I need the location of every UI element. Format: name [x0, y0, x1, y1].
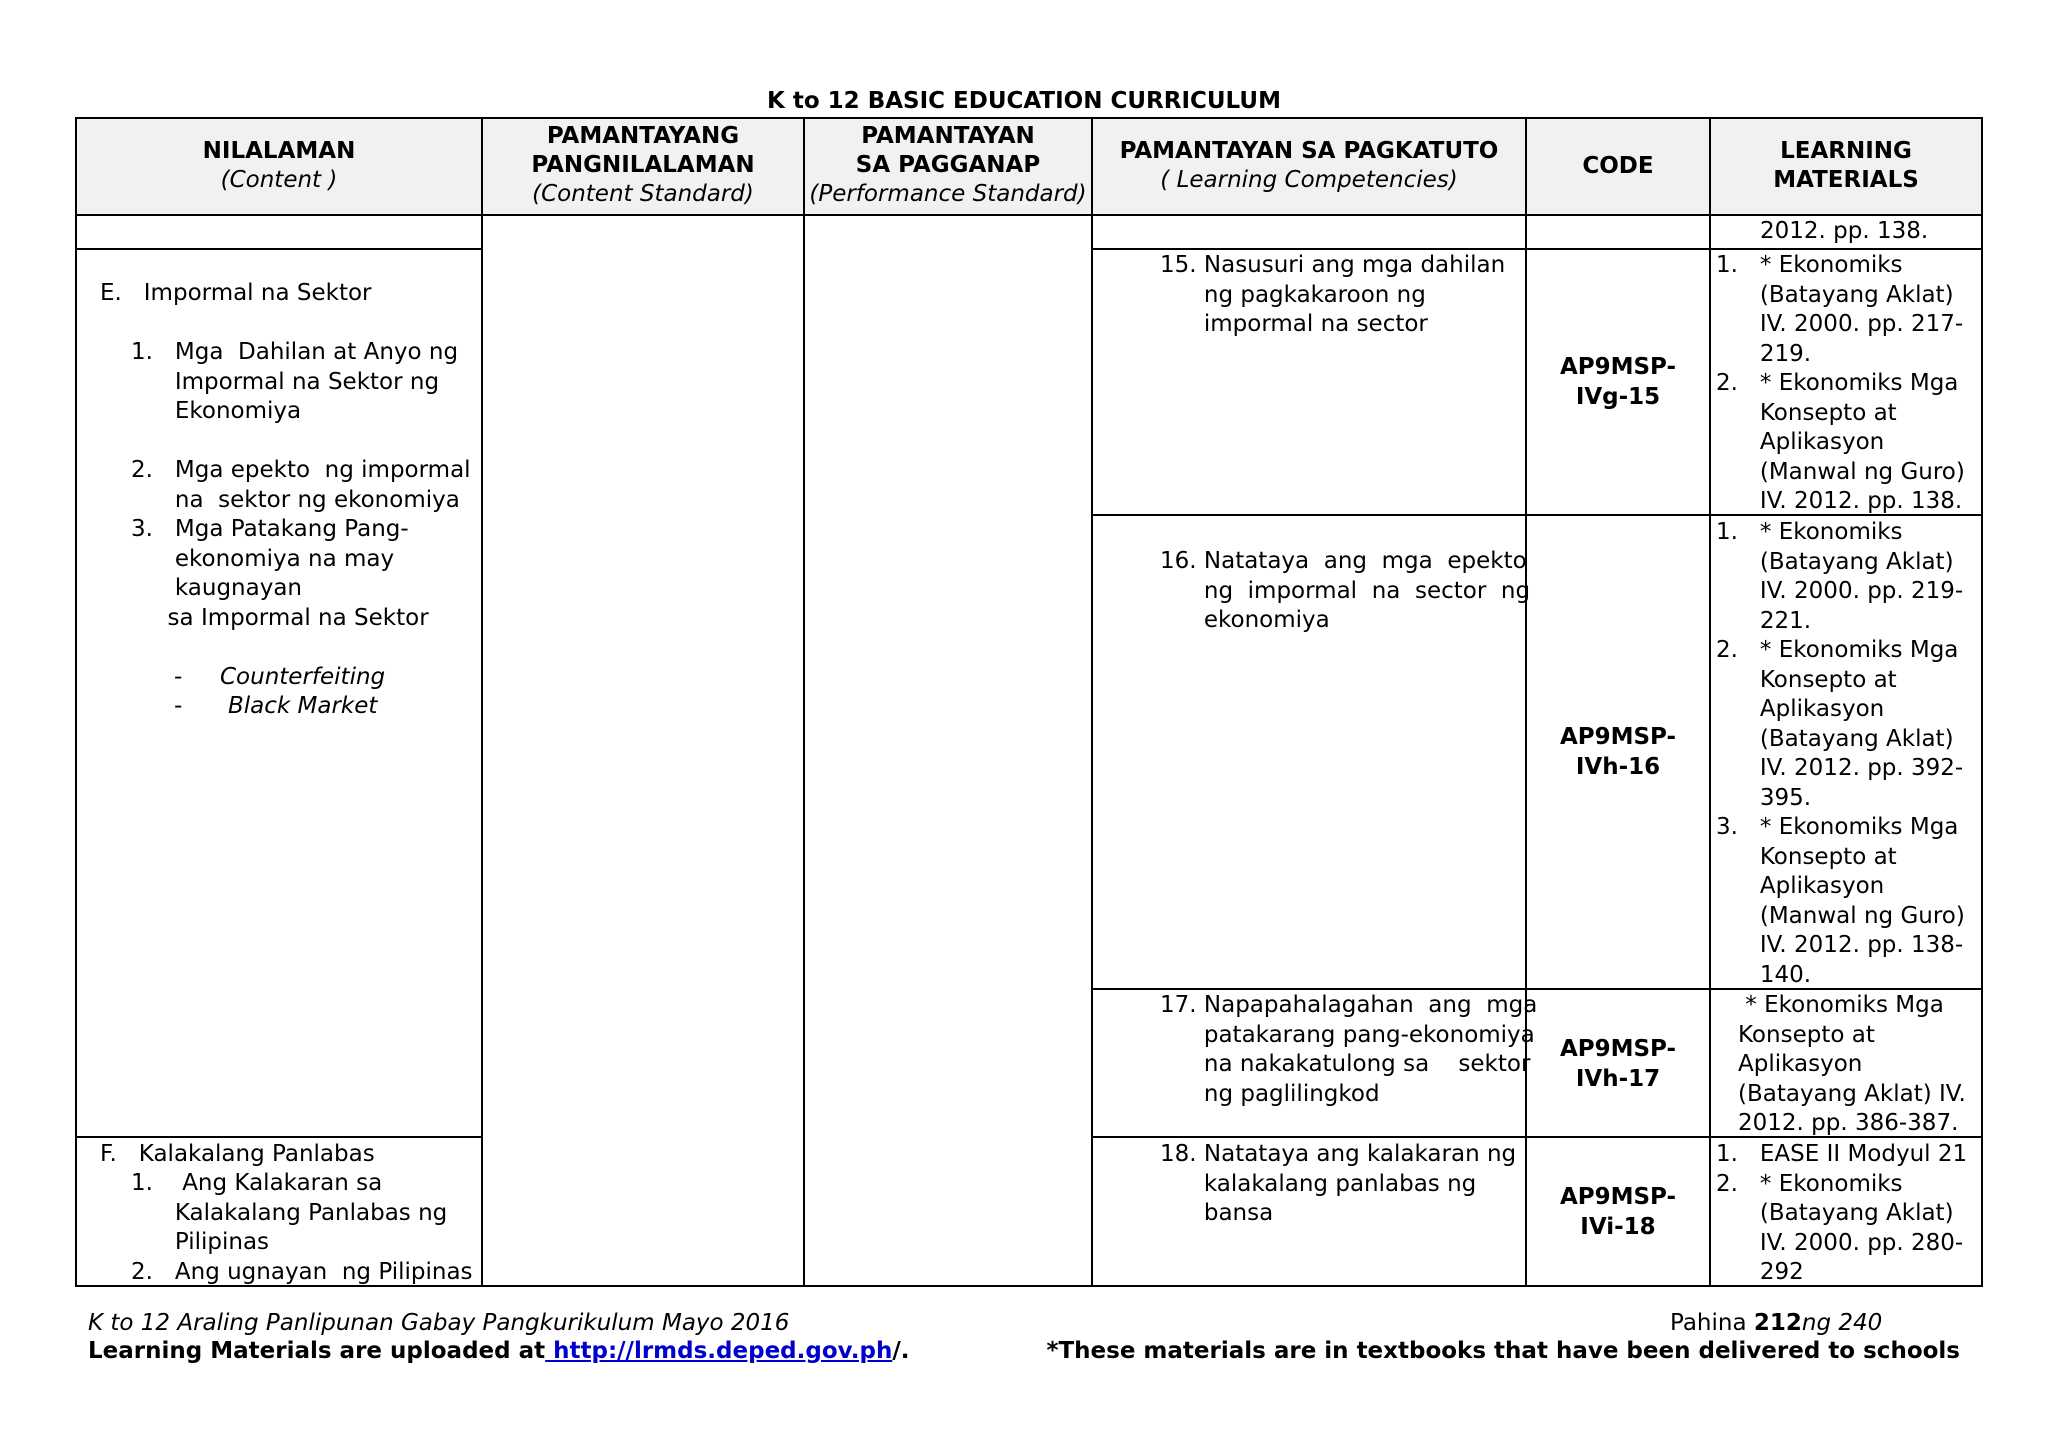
content-e-bullet-counterfeiting: Counterfeiting [220, 664, 386, 690]
content-section-e-heading: E. Impormal na Sektor [100, 280, 372, 306]
materials-18: 1. EASE II Modyul 21 2. * Ekonomiks (Batayang Aklat) IV. 2000. pp. 280- 292 [1716, 1141, 1968, 1285]
content-e-bullet-black-market: Black Market [228, 693, 378, 719]
bullet-dash: - [174, 693, 183, 719]
upload-suffix: /. [892, 1338, 910, 1364]
competency-16: 16. Natataya ang mga epekto ng impormal na sector ng ekonomiya [1160, 548, 1531, 633]
header-performance-line1: PAMANTAYAN [861, 123, 1035, 149]
header-content-sub: (Content ) [220, 167, 338, 193]
header-content-standard-sub: (Content Standard) [532, 181, 754, 207]
page-suffix: ng 240 [1801, 1310, 1883, 1336]
content-e-item-3: 3. Mga Patakang Pang- ekonomiya na may kaugnayan sa Impormal na Sektor [131, 516, 429, 631]
header-content-standard-line2: PANGNILALAMAN [531, 152, 755, 178]
header-materials-line1: LEARNING [1780, 138, 1912, 164]
footer-textbook-note: *These materials are in textbooks that have been delivered to schools [1046, 1338, 1960, 1364]
competency-18: 18. Natataya ang kalakaran ng kalakalang panlabas ng bansa [1160, 1141, 1517, 1226]
lrmds-link[interactable]: http://lrmds.deped.gov.ph [545, 1338, 893, 1364]
materials-16: 1. * Ekonomiks (Batayang Aklat) IV. 2000. pp. 219- 221. 2. * Ekonomiks Mga Konsepto at Aplikasyon (Batayang Aklat) IV. 2012. pp. 392- 395. 3. * Ekonomiks Mga Konsepto at Aplikasyon (Manwal ng Guro) IV. 2012. pp. 138- 140. [1716, 519, 1965, 988]
code-17: AP9MSP- IVh-17 [1559, 1036, 1677, 1092]
competency-17: 17. Napapahalagahan ang mga patakarang pang-ekonomiya na nakakatulong sa sektor ng paglilingkod [1160, 992, 1538, 1107]
content-e-item-2: 2. Mga epekto ng impormal na sektor ng ekonomiya [131, 457, 471, 513]
content-e-item-1: 1. Mga Dahilan at Anyo ng Impormal na Sektor ng Ekonomiya [131, 339, 459, 424]
materials-17: * Ekonomiks Mga Konsepto at Aplikasyon (Batayang Aklat) IV. 2012. pp. 386-387. [1738, 992, 1966, 1136]
header-performance-line2: SA PAGGANAP [855, 152, 1041, 178]
competency-15: 15. Nasusuri ang mga dahilan ng pagkakaroon ng impormal na sector [1160, 252, 1506, 337]
footer-guide: K to 12 Araling Panlipunan Gabay Pangkurikulum Mayo 2016 [88, 1310, 790, 1336]
document-title: K to 12 BASIC EDUCATION CURRICULUM [767, 88, 1281, 114]
materials-15: 1. * Ekonomiks (Batayang Aklat) IV. 2000. pp. 217- 219. 2. * Ekonomiks Mga Konsepto at Aplikasyon (Manwal ng Guro) IV. 2012. pp. 138. [1716, 252, 1965, 514]
header-competencies-label: PAMANTAYAN SA PAGKATUTO [1119, 138, 1499, 164]
footer-page-number [1670, 1310, 1882, 1336]
header-code-label: CODE [1582, 153, 1654, 179]
bullet-dash: - [174, 664, 183, 690]
header-content-label: NILALAMAN [202, 138, 356, 164]
header-competencies-sub: ( Learning Competencies) [1160, 167, 1458, 193]
content-f-item-2: 2. Ang ugnayan ng Pilipinas [131, 1259, 473, 1285]
carryover-material: 2012. pp. 138. [1760, 218, 1929, 244]
footer-upload-note [88, 1338, 909, 1364]
page-number: 212 [1753, 1310, 1802, 1336]
content-section-f-heading: F. Kalakalang Panlabas [100, 1141, 375, 1167]
page-prefix: Pahina [1670, 1310, 1754, 1336]
header-content-standard-line1: PAMANTAYANG [546, 123, 740, 149]
upload-prefix: Learning Materials are uploaded at [88, 1338, 546, 1364]
content-f-item-1: 1. Ang Kalakaran sa Kalakalang Panlabas ng Pilipinas [131, 1170, 448, 1255]
code-15: AP9MSP- IVg-15 [1559, 354, 1677, 410]
header-materials-line2: MATERIALS [1773, 167, 1919, 193]
code-18: AP9MSP- IVi-18 [1559, 1184, 1677, 1240]
code-16: AP9MSP- IVh-16 [1559, 724, 1677, 780]
header-performance-sub: (Performance Standard) [809, 181, 1087, 207]
